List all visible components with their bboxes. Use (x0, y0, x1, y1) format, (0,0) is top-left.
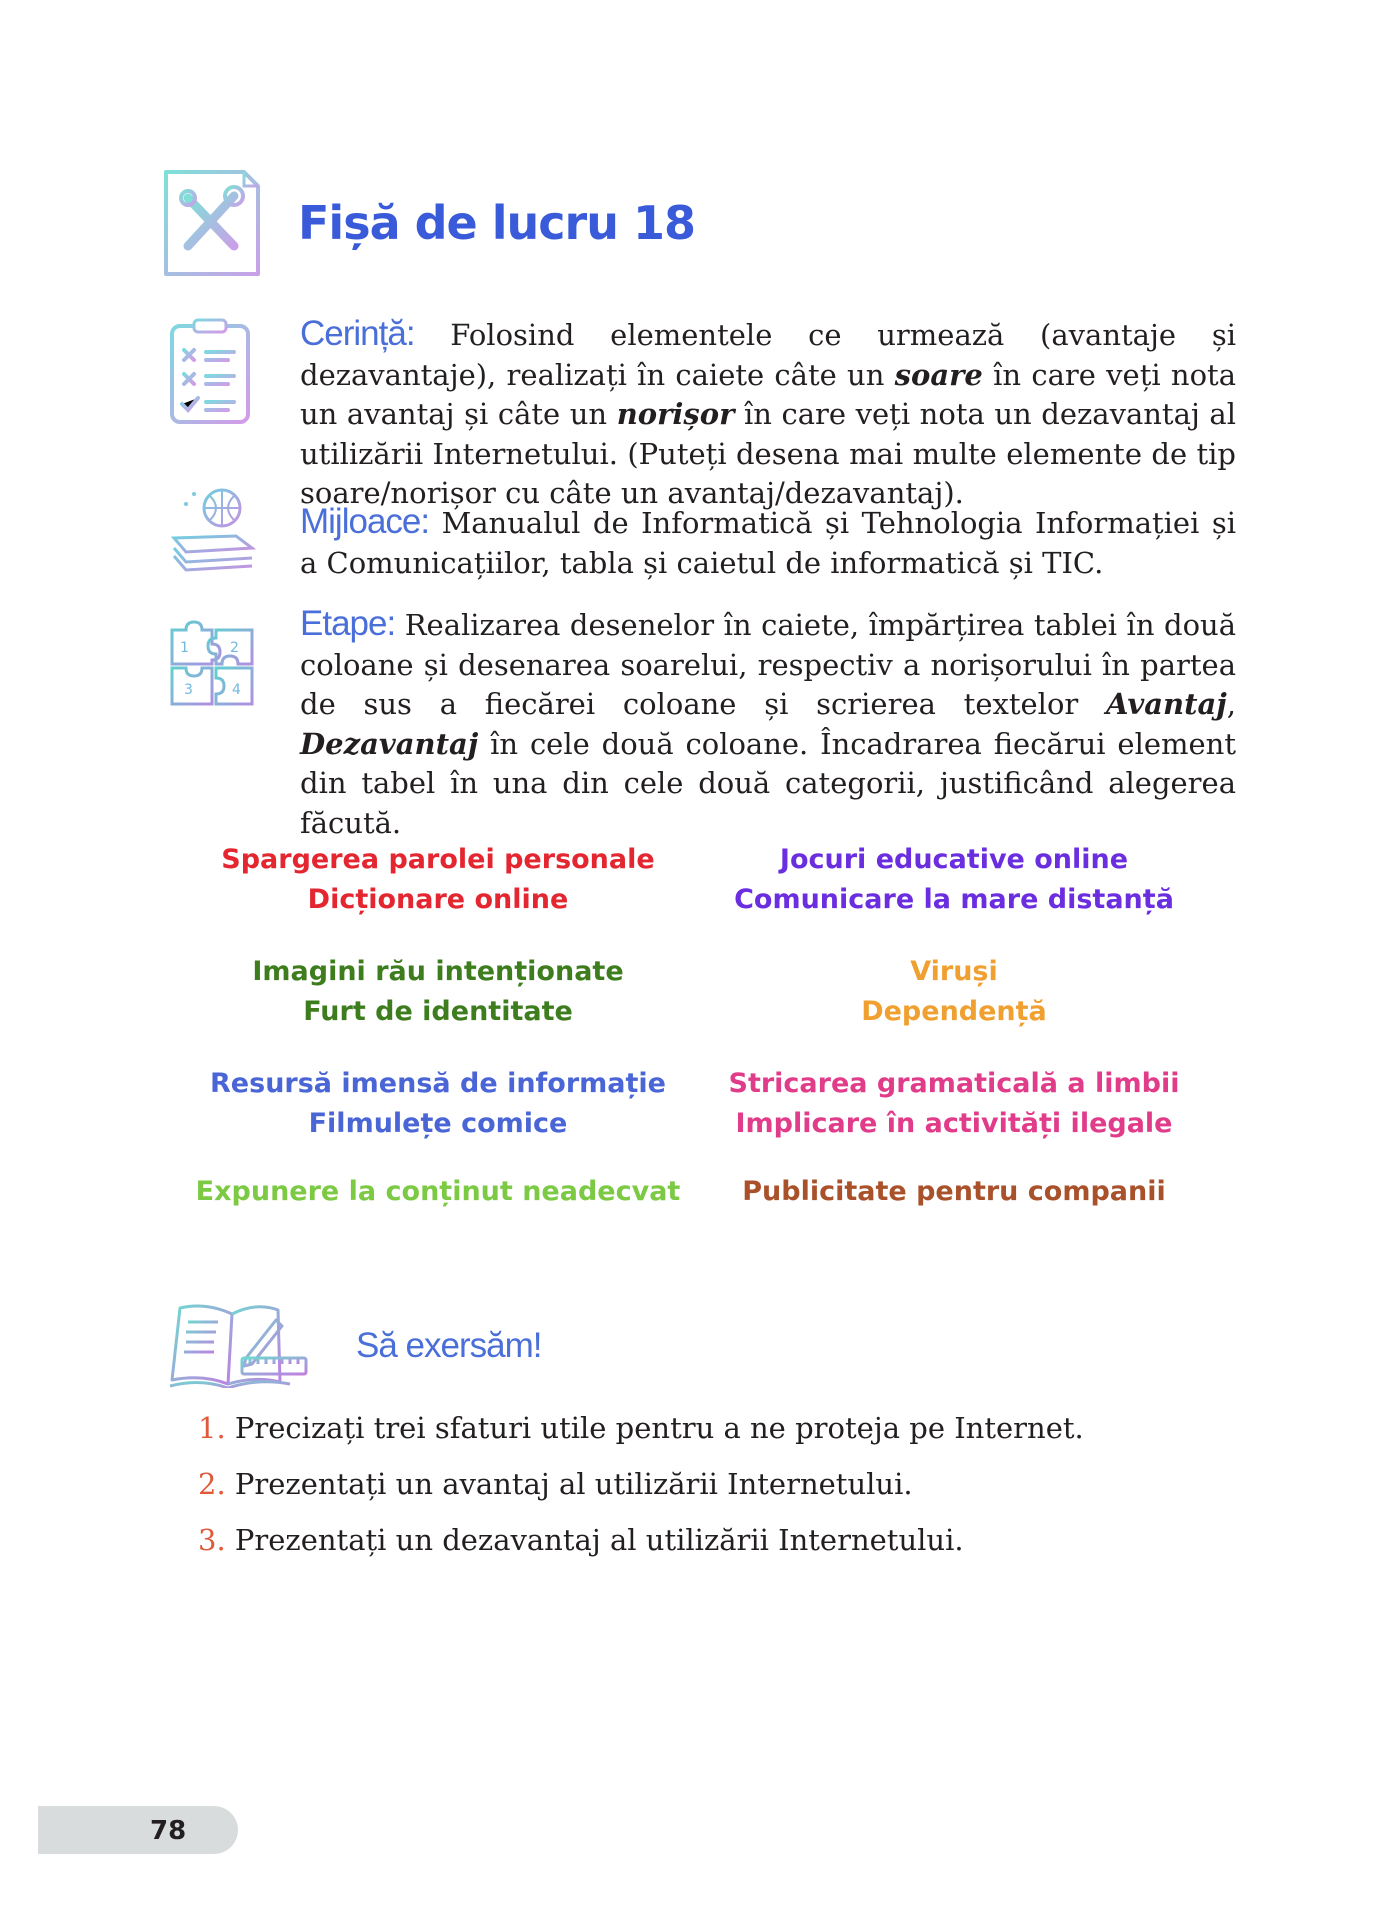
list-item: Jocuri educative online (779, 844, 1129, 875)
checklist-icon (168, 316, 252, 430)
cerinta-text-3: în care veți nota un dezavantaj al utilizării Internetului. (Puteți desena mai multe elemente de tip soare/norișor cu câte un avantaj/dezavantaj). (300, 397, 1236, 510)
list-item: Expunere la conținut neadecvat (195, 1176, 681, 1207)
svg-text:2: 2 (230, 640, 239, 656)
cerinta-label: Cerință: (300, 314, 415, 353)
globe-books-icon (166, 486, 258, 582)
exercise-item (198, 1408, 1084, 1448)
exercise-title: Să exersăm! (356, 1326, 542, 1365)
svg-text:3: 3 (184, 682, 193, 698)
page-number-tab (38, 1806, 238, 1854)
exercise-number: 3. (198, 1523, 226, 1557)
exercise-text: Prezentați un avantaj al utilizării Internetului. (225, 1467, 913, 1501)
list-item: Comunicare la mare distanță (734, 884, 1174, 915)
etape-text-1: Realizarea desenelor în caiete, împărțirea tablei în două coloane și desenarea soarelui, respectiv a norișorului în partea de sus a fiecărei coloane și scrierea textelor (300, 608, 1236, 721)
exercise-item (198, 1464, 913, 1504)
exercise-number: 1. (198, 1411, 226, 1445)
mijloace-text: Manualul de Informatică și Tehnologia Informației și a Comunicațiilor, tabla și caietul de informatică și TIC. (300, 506, 1236, 580)
list-item: Publicitate pentru companii (742, 1176, 1166, 1207)
etape-text-2: , (1226, 687, 1236, 721)
page-number: 78 (150, 1816, 187, 1846)
exercise-text: Prezentați un dezavantaj al utilizării Internetului. (225, 1523, 964, 1557)
etape-bold-dezavantaj: Dezavantaj (300, 726, 479, 761)
puzzle-icon (166, 618, 258, 714)
cerinta-text-1: Folosind elementele ce urmează (avantaje și dezavantaje), realizați în caiete câte un (300, 318, 1236, 392)
exercise-text: Precizați trei sfaturi utile pentru a ne proteja pe Internet. (225, 1411, 1084, 1445)
etape-text-3: în cele două coloane. Încadrarea fiecărui element din tabel în una din cele două categorii, justificând alegerea făcută. (300, 726, 1236, 840)
cerinta-bold-norisor: norișor (616, 397, 735, 431)
etape-bold-avantaj: Avantaj (1106, 687, 1227, 721)
etape-label: Etape: (300, 604, 396, 643)
exercise-number: 2. (198, 1467, 226, 1501)
list-item: Filmulețe comice (308, 1108, 568, 1139)
list-item: Imagini rău intenționate (252, 956, 624, 987)
page-title: Fișă de lucru 18 (298, 196, 696, 250)
svg-text:1: 1 (180, 640, 189, 656)
list-item: Stricarea gramaticală a limbii (728, 1068, 1180, 1099)
mijloace-paragraph (300, 502, 1236, 583)
svg-text:4: 4 (232, 682, 241, 698)
exercise-item (198, 1520, 964, 1560)
cerinta-text-2: în care veți nota un avantaj și câte un (300, 357, 1236, 431)
cerinta-paragraph (300, 314, 1236, 514)
list-item: Viruși (910, 956, 998, 987)
tools-icon (158, 166, 264, 286)
list-item: Furt de identitate (303, 996, 573, 1027)
list-item: Resursă imensă de informație (210, 1068, 666, 1099)
list-item: Implicare în activități ilegale (735, 1108, 1173, 1139)
mijloace-label: Mijloace: (300, 502, 430, 541)
list-item: Spargerea parolei personale (221, 844, 655, 875)
etape-paragraph (300, 604, 1236, 843)
notebook-pencil-icon (166, 1298, 316, 1392)
list-item: Dependență (861, 996, 1047, 1027)
cerinta-bold-soare: soare (894, 357, 983, 392)
list-item: Dicționare online (307, 884, 569, 915)
